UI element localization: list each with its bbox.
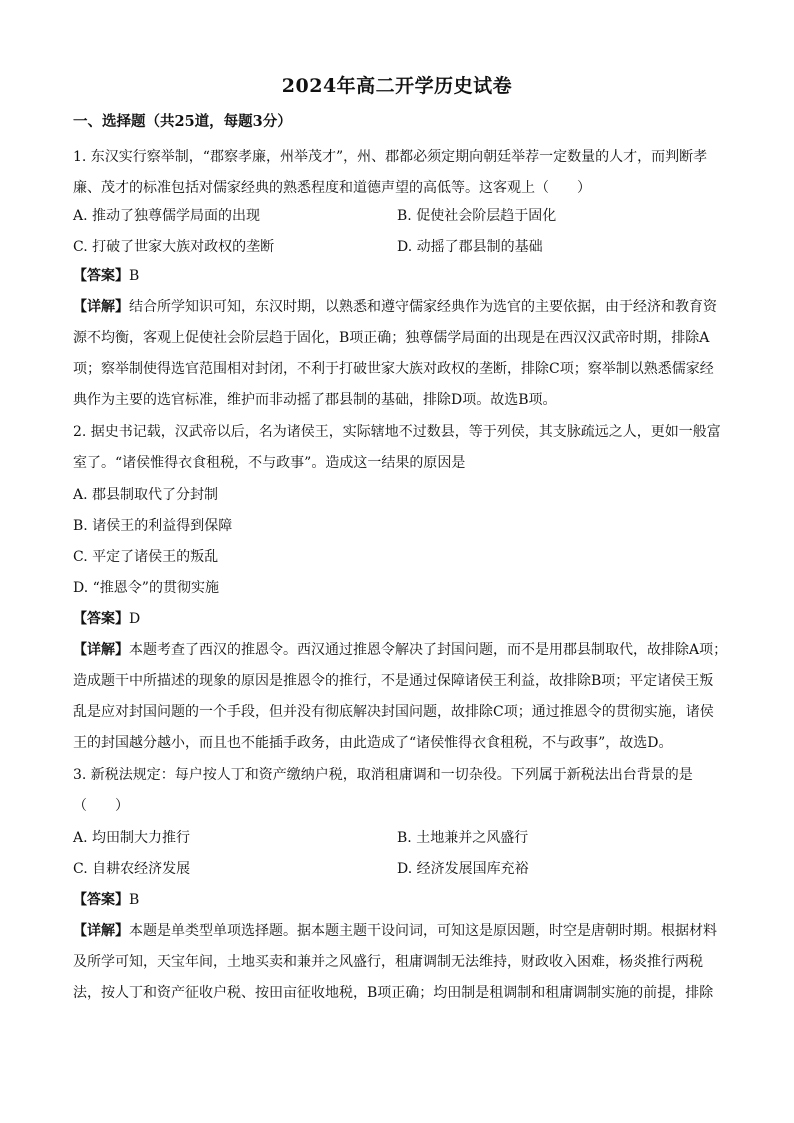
answer-tag: 【答案】 [73, 611, 129, 627]
q3-option-c: C. 自耕农经济发展 [73, 861, 191, 877]
q2-detail-line4: 王的封国越分越小，而且也不能插手政务，由此造成了“诸侯惟得衣食租税，不与政事”，故选D。 [73, 735, 673, 751]
detail-text: 本题考查了西汉的推恩令。西汉通过推恩令解决了封国问题，而不是用郡县制取代，故排除A项； [129, 642, 728, 658]
q3-option-a: A. 均田制大力推行 [73, 830, 191, 846]
detail-tag: 【详解】 [73, 299, 129, 315]
q1-detail-line2: 源不均衡，客观上促使社会阶层趋于固化，B项正确；独尊儒学局面的出现是在西汉汉武帝时期，排除A [73, 330, 710, 346]
q3-detail-line3: 法，按人丁和资产征收户税、按田亩征收地税，B项正确；均田制是租调制和租庸调制实施的前提，排除 [73, 985, 714, 1001]
q2-detail-line1 [73, 639, 727, 659]
q1-option-a: A. 推动了独尊儒学局面的出现 [73, 208, 261, 224]
q2-detail-line3: 乱是应对封国问题的一个手段，但并没有彻底解决封国问题，故排除C项；通过推恩令的贯彻实施，诸侯 [73, 704, 714, 720]
q2-option-a: A. 郡县制取代了分封制 [73, 487, 219, 503]
q3-detail-line1 [73, 920, 717, 940]
q1-detail-line4: 典作为主要的选官标准，维护而非动摇了郡县制的基础，排除D项。故选B项。 [73, 392, 557, 408]
answer-tag: 【答案】 [73, 892, 129, 908]
q3-detail-line2: 及所学可知，天宝年间，土地买卖和兼并之风盛行，租庸调制无法维持，财政收入困难，杨炎推行两税 [73, 954, 703, 970]
answer-value: B [129, 892, 140, 908]
q1-answer [73, 265, 139, 285]
q1-detail-line3: 项；察举制使得选官范围相对封闭，不利于打破世家大族对政权的垄断，排除C项；察举制以熟悉儒家经 [73, 361, 714, 377]
detail-text: 本题是单类型单项选择题。据本题主题干设问词，可知这是原因题，时空是唐朝时期。根据材料 [129, 923, 717, 939]
detail-text: 结合所学知识可知，东汉时期，以熟悉和遵守儒家经典作为选官的主要依据，由于经济和教育资 [129, 299, 717, 315]
section-heading: 一、选择题（共25道，每题3分） [73, 113, 292, 130]
q3-answer [73, 889, 139, 909]
q1-detail-line1 [73, 296, 717, 316]
q3-option-b: B. 土地兼并之风盛行 [397, 830, 529, 846]
q3-option-d: D. 经济发展国库充裕 [397, 861, 529, 877]
answer-value: B [129, 268, 140, 284]
q1-option-b: B. 促使社会阶层趋于固化 [397, 208, 557, 224]
detail-tag: 【详解】 [73, 923, 129, 939]
q2-option-c: C. 平定了诸侯王的叛乱 [73, 549, 219, 565]
page-title: 2024年高二开学历史试卷 [281, 75, 513, 97]
q3-stem-line1: 3. 新税法规定：每户按人丁和资产缴纳户税，取消租庸调和一切杂役。下列属于新税法出台背景的是 [73, 767, 693, 783]
q2-stem-line2: 室了。“诸侯惟得衣食租税，不与政事”。造成这一结果的原因是 [73, 455, 466, 471]
q1-option-c: C. 打破了世家大族对政权的垄断 [73, 239, 275, 255]
q3-stem-line2: （ ） [73, 798, 129, 814]
q2-option-b: B. 诸侯王的利益得到保障 [73, 518, 233, 534]
q2-answer [73, 608, 140, 628]
q1-stem-line1: 1. 东汉实行察举制，“郡察孝廉，州举茂才”，州、郡都必须定期向朝廷举荐一定数量的人才，而判断孝 [73, 149, 708, 165]
q1-option-d: D. 动摇了郡县制的基础 [397, 239, 543, 255]
answer-value: D [129, 611, 141, 627]
q2-detail-line2: 造成题干中所描述的现象的原因是推恩令的推行，不是通过保障诸侯王利益，故排除B项；平定诸侯王叛 [73, 673, 714, 689]
detail-tag: 【详解】 [73, 642, 129, 658]
q1-stem-line2: 廉、茂才的标准包括对儒家经典的熟悉程度和道德声望的高低等。这客观上（ ） [73, 180, 591, 196]
q2-stem-line1: 2. 据史书记载，汉武帝以后，名为诸侯王，实际辖地不过数县，等于列侯，其支脉疏远之人，更如一般富 [73, 424, 721, 440]
q2-option-d: D. “推恩令”的贯彻实施 [73, 580, 219, 596]
answer-tag: 【答案】 [73, 268, 129, 284]
